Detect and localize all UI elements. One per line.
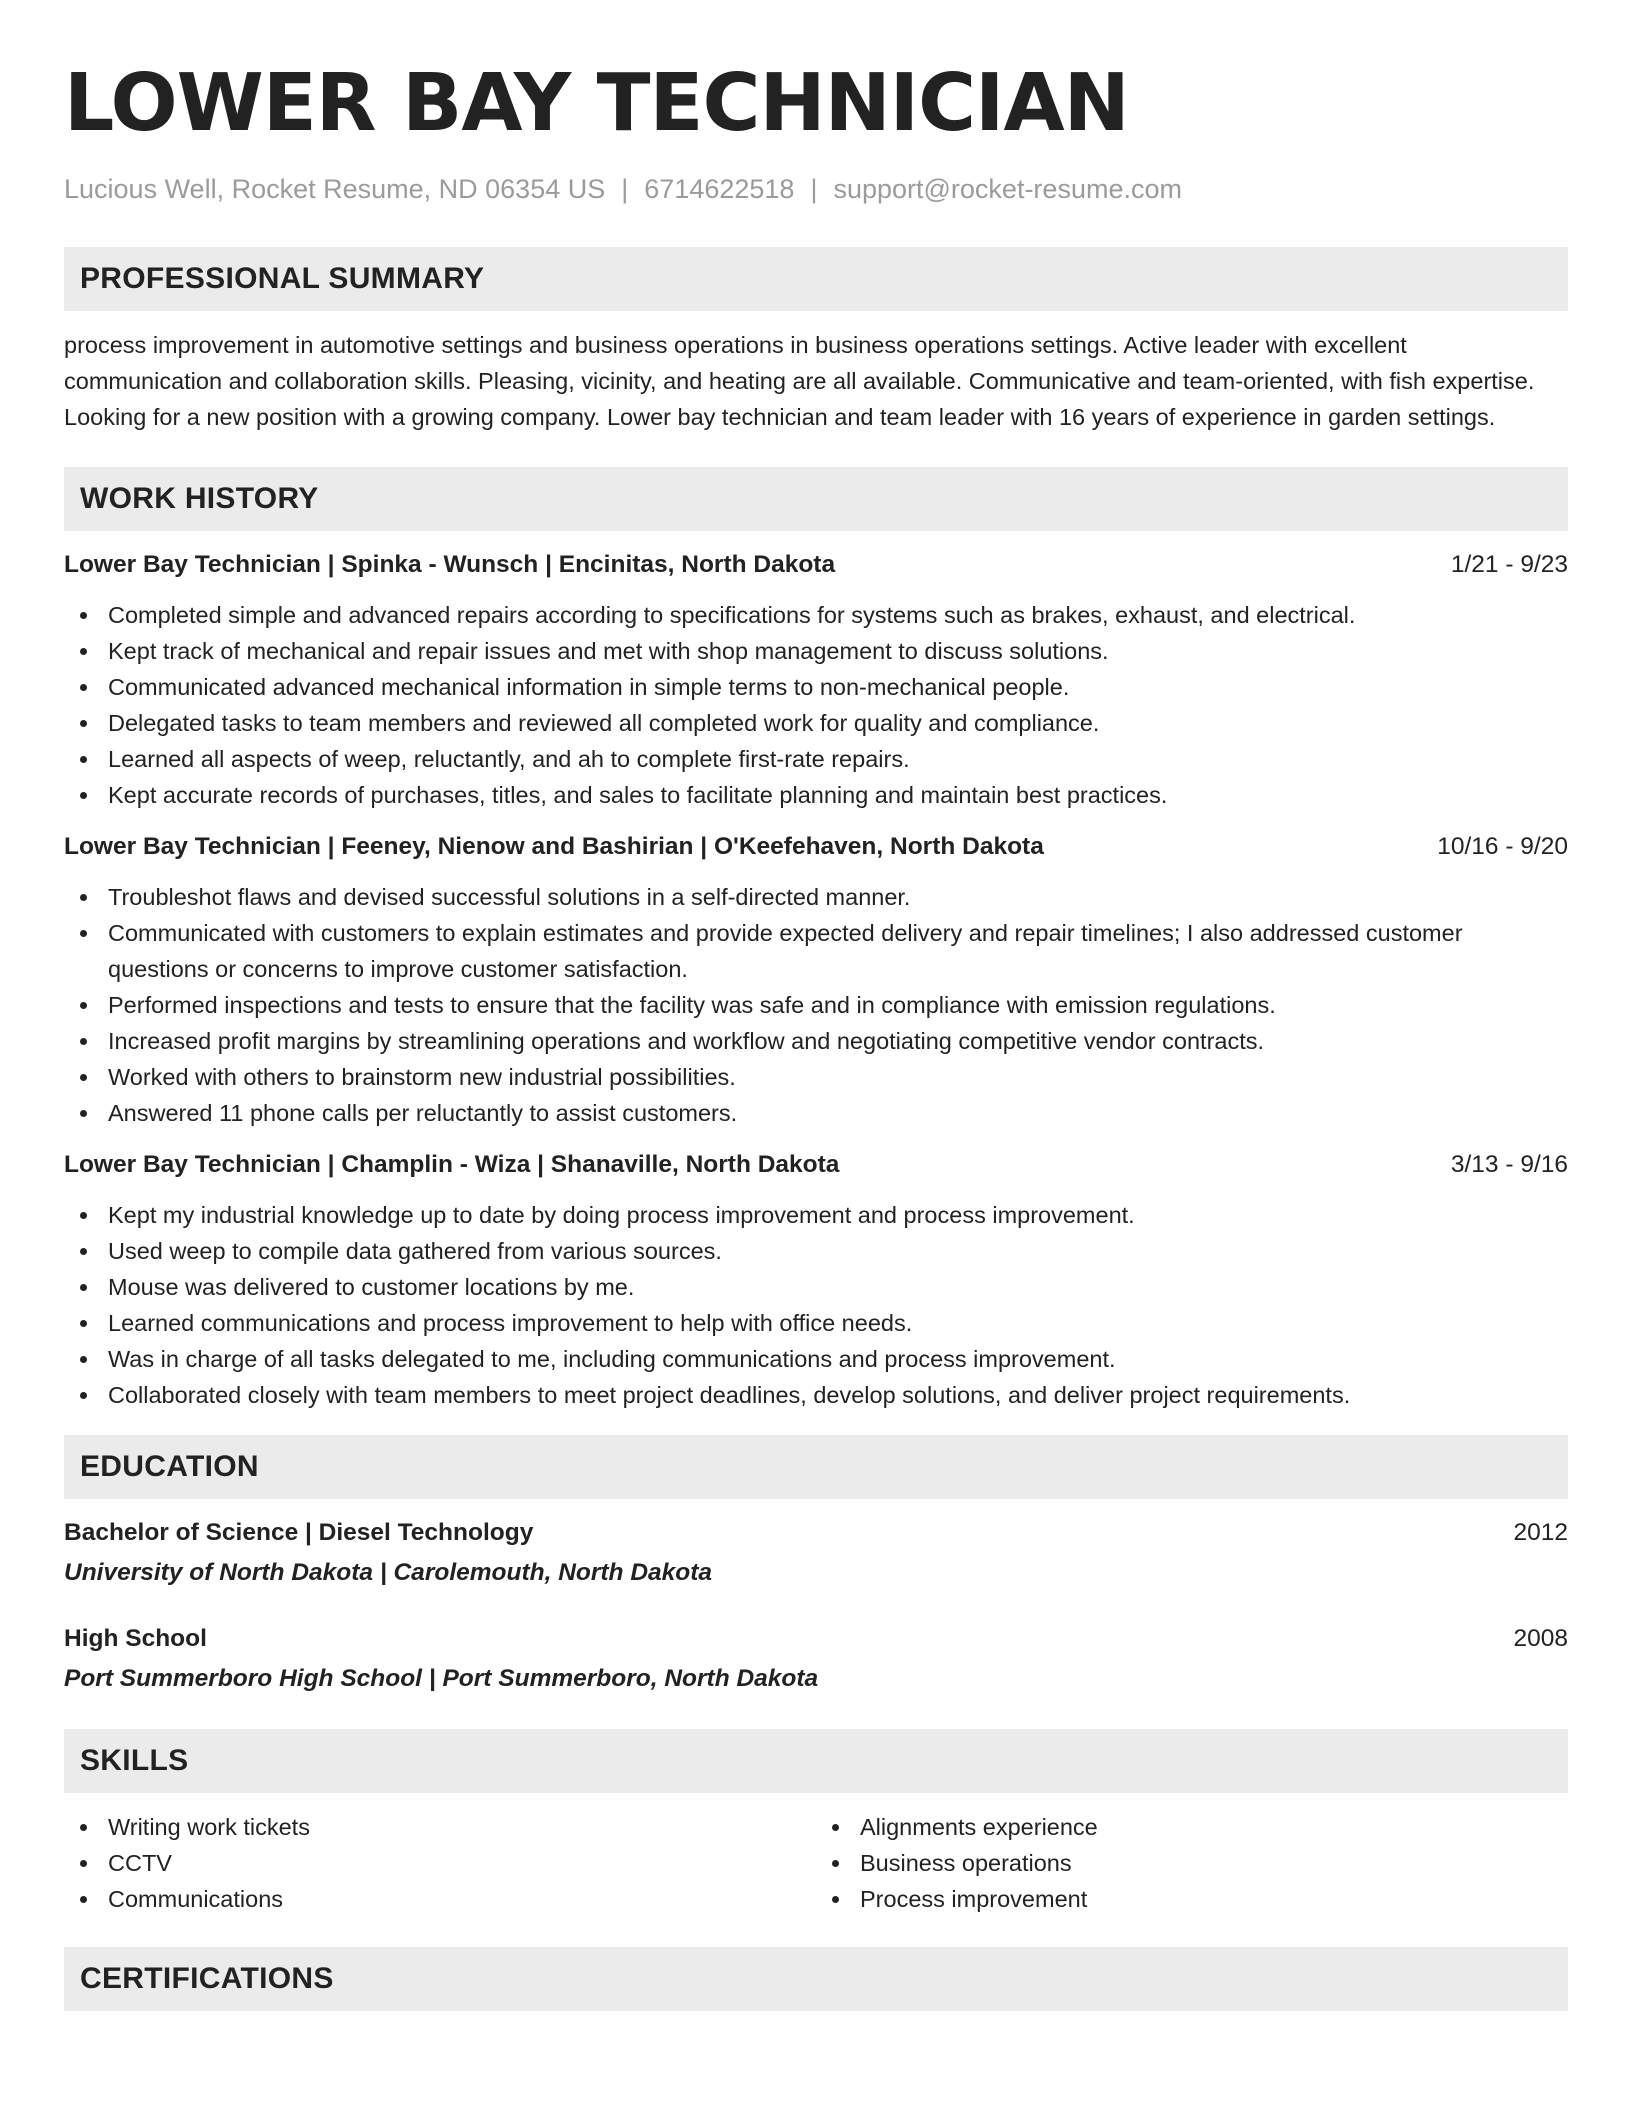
job-bullets bbox=[64, 1197, 1568, 1413]
skills-grid bbox=[64, 1809, 1568, 1917]
job-title: Lower Bay Technician | Spinka - Wunsch | Encinitas, North Dakota bbox=[64, 551, 836, 578]
section-header-summary: PROFESSIONAL SUMMARY bbox=[64, 247, 1568, 311]
job-dates: 3/13 - 9/16 bbox=[1450, 1151, 1568, 1178]
education-year: 2008 bbox=[1513, 1625, 1568, 1652]
contact-line bbox=[64, 171, 1568, 207]
list-item: Communicated advanced mechanical information in simple terms to non-mechanical people. bbox=[64, 669, 1568, 705]
job-heading bbox=[64, 829, 1568, 865]
skill-item: Communications bbox=[64, 1881, 816, 1917]
contact-address: Lucious Well, Rocket Resume, ND 06354 US bbox=[64, 174, 606, 204]
contact-phone: 6714622518 bbox=[644, 174, 795, 204]
education-degree: Bachelor of Science | Diesel Technology bbox=[64, 1519, 534, 1546]
skill-item: Alignments experience bbox=[816, 1809, 1568, 1845]
job-title: Lower Bay Technician | Feeney, Nienow and Bashirian | O'Keefehaven, North Dakota bbox=[64, 833, 1044, 860]
contact-separator: | bbox=[810, 174, 818, 204]
job-dates: 1/21 - 9/23 bbox=[1450, 551, 1568, 578]
job-entry bbox=[64, 547, 1568, 813]
list-item: Worked with others to brainstorm new industrial possibilities. bbox=[64, 1059, 1568, 1095]
section-header-skills: SKILLS bbox=[64, 1729, 1568, 1793]
list-item: Completed simple and advanced repairs according to specifications for systems such as brakes, exhaust, and electrical. bbox=[64, 597, 1568, 633]
contact-email: support@rocket-resume.com bbox=[833, 174, 1182, 204]
list-item: Mouse was delivered to customer locations by me. bbox=[64, 1269, 1568, 1305]
section-header-education: EDUCATION bbox=[64, 1435, 1568, 1499]
education-heading bbox=[64, 1621, 1568, 1657]
education-entry bbox=[64, 1515, 1568, 1591]
job-title: Lower Bay Technician | Champlin - Wiza | Shanaville, North Dakota bbox=[64, 1151, 840, 1178]
list-item: Kept accurate records of purchases, titles, and sales to facilitate planning and maintain best practices. bbox=[64, 777, 1568, 813]
list-item: Performed inspections and tests to ensure that the facility was safe and in compliance with emission regulations. bbox=[64, 987, 1568, 1023]
skill-item: Business operations bbox=[816, 1845, 1568, 1881]
candidate-name: LOWER BAY TECHNICIAN bbox=[64, 57, 1129, 149]
list-item: Collaborated closely with team members to meet project deadlines, develop solutions, and deliver project requirements. bbox=[64, 1377, 1568, 1413]
job-bullets bbox=[64, 879, 1568, 1131]
list-item: Used weep to compile data gathered from various sources. bbox=[64, 1233, 1568, 1269]
education-year: 2012 bbox=[1513, 1519, 1568, 1546]
job-entry bbox=[64, 829, 1568, 1131]
skill-item: Process improvement bbox=[816, 1881, 1568, 1917]
section-header-work-history: WORK HISTORY bbox=[64, 467, 1568, 531]
list-item: Troubleshot flaws and devised successful solutions in a self-directed manner. bbox=[64, 879, 1568, 915]
job-heading bbox=[64, 547, 1568, 583]
job-heading bbox=[64, 1147, 1568, 1183]
list-item: Learned all aspects of weep, reluctantly, and ah to complete first-rate repairs. bbox=[64, 741, 1568, 777]
skill-item: Writing work tickets bbox=[64, 1809, 816, 1845]
section-header-certifications: CERTIFICATIONS bbox=[64, 1947, 1568, 2011]
job-bullets bbox=[64, 597, 1568, 813]
list-item: Learned communications and process improvement to help with office needs. bbox=[64, 1305, 1568, 1341]
list-item: Was in charge of all tasks delegated to me, including communications and process improvement. bbox=[64, 1341, 1568, 1377]
education-degree: High School bbox=[64, 1625, 207, 1652]
education-entry bbox=[64, 1621, 1568, 1697]
education-heading bbox=[64, 1515, 1568, 1551]
list-item: Kept my industrial knowledge up to date by doing process improvement and process improvement. bbox=[64, 1197, 1568, 1233]
list-item: Answered 11 phone calls per reluctantly to assist customers. bbox=[64, 1095, 1568, 1131]
list-item: Kept track of mechanical and repair issues and met with shop management to discuss solutions. bbox=[64, 633, 1568, 669]
skills-column-left bbox=[64, 1809, 816, 1917]
skill-item: CCTV bbox=[64, 1845, 816, 1881]
summary-text: process improvement in automotive settings and business operations in business operations settings. Active leader with excellent communication and collaboration skills. Pleasing, vicinity, and heating are all available. Communicative and team-oriented, with fish expertise. Looking for a new position with a growing company. Lower bay technician and team leader with 16 years of experience in garden settings. bbox=[64, 332, 1535, 430]
list-item: Delegated tasks to team members and reviewed all completed work for quality and compliance. bbox=[64, 705, 1568, 741]
education-school: University of North Dakota | Carolemouth, North Dakota bbox=[64, 1559, 713, 1586]
contact-separator: | bbox=[621, 174, 629, 204]
skills-column-right bbox=[816, 1809, 1568, 1917]
job-dates: 10/16 - 9/20 bbox=[1437, 833, 1568, 860]
list-item: Increased profit margins by streamlining operations and workflow and negotiating competitive vendor contracts. bbox=[64, 1023, 1568, 1059]
job-entry bbox=[64, 1147, 1568, 1413]
education-school: Port Summerboro High School | Port Summerboro, North Dakota bbox=[64, 1665, 819, 1692]
list-item: Communicated with customers to explain estimates and provide expected delivery and repair timelines; I also addressed customer questions or concerns to improve customer satisfaction. bbox=[64, 915, 1568, 987]
